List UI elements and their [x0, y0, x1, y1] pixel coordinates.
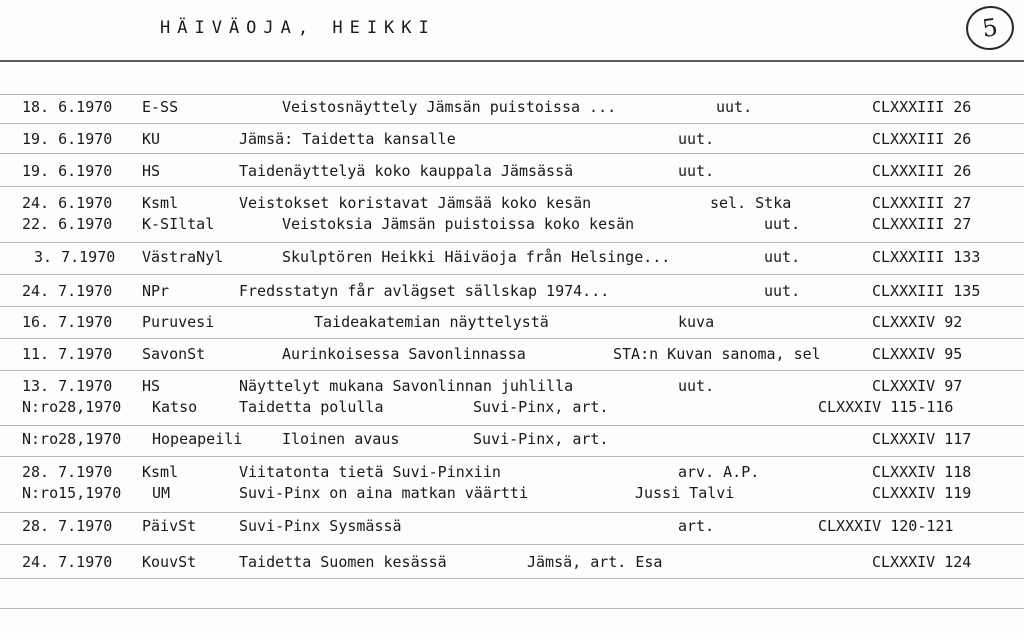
entry-title: Suvi-Pinx on aina matkan väärtti: [239, 484, 528, 502]
ruled-line: [0, 425, 1024, 426]
header-divider: [0, 60, 1024, 62]
entry-note: STA:n Kuvan sanoma, sel: [613, 345, 821, 363]
entry-note: Jussi Talvi: [635, 484, 735, 502]
ruled-line: [0, 370, 1024, 371]
entry-title: Viitatonta tietä Suvi-Pinxiin: [239, 463, 501, 481]
entry-date: 16. 7.1970: [22, 313, 113, 331]
entry-date: 3. 7.1970: [34, 248, 116, 266]
entry-note: uut.: [678, 377, 715, 395]
entry-title: Taidetta Suomen kesässä: [239, 553, 447, 571]
entry-note: art.: [678, 517, 715, 535]
entry-source: K-SIltal: [142, 215, 215, 233]
entry-date: N:ro28,1970: [22, 430, 122, 448]
entry-ref: CLXXXIV 92: [872, 313, 963, 331]
entry-source: Hopeapeili: [152, 430, 243, 448]
entry-ref: CLXXXIV 119: [872, 484, 972, 502]
entry-source: SavonSt: [142, 345, 206, 363]
entry-title: Näyttelyt mukana Savonlinnan juhlilla: [239, 377, 574, 395]
entry-note: arv. A.P.: [678, 463, 760, 481]
entry-date: 24. 7.1970: [22, 553, 113, 571]
entry-source: UM: [152, 484, 171, 502]
entry-ref: CLXXXIV 124: [872, 553, 972, 571]
entry-title: Veistoksia Jämsän puistoissa koko kesän: [282, 215, 635, 233]
entry-note: kuva: [678, 313, 715, 331]
ruled-line: [0, 338, 1024, 339]
card-number-circle: 5: [963, 3, 1017, 53]
entry-title: Suvi-Pinx Sysmässä: [239, 517, 402, 535]
entry-ref: CLXXXIV 117: [872, 430, 972, 448]
entry-note: uut.: [678, 162, 715, 180]
entry-source: KU: [142, 130, 161, 148]
entry-title: Aurinkoisessa Savonlinnassa: [282, 345, 526, 363]
entry-ref: CLXXXIV 97: [872, 377, 963, 395]
entry-note: Jämsä, art. Esa: [527, 553, 663, 571]
entry-title: Fredsstatyn får avlägset sällskap 1974...: [239, 282, 610, 300]
entry-date: 13. 7.1970: [22, 377, 113, 395]
ruled-line: [0, 578, 1024, 579]
card-title: HÄIVÄOJA, HEIKKI: [160, 18, 436, 38]
entry-source: Katso: [152, 398, 198, 416]
entry-ref: CLXXXIII 27: [872, 194, 972, 212]
entry-title: Taidetta polulla: [239, 398, 384, 416]
entry-note: uut.: [678, 130, 715, 148]
entry-source: NPr: [142, 282, 170, 300]
entry-note: uut.: [764, 282, 801, 300]
entry-date: 28. 7.1970: [22, 463, 113, 481]
ruled-line: [0, 512, 1024, 513]
entry-date: N:ro28,1970: [22, 398, 122, 416]
entry-note: uut.: [716, 98, 753, 116]
ruled-line: [0, 94, 1024, 95]
entry-title: Taideakatemian näyttelystä: [314, 313, 549, 331]
entry-ref: CLXXXIV 118: [872, 463, 972, 481]
entry-source: Ksml: [142, 194, 179, 212]
entry-source: E-SS: [142, 98, 179, 116]
entry-note: uut.: [764, 248, 801, 266]
ruled-line: [0, 456, 1024, 457]
entry-ref: CLXXXIII 26: [872, 130, 972, 148]
ruled-line: [0, 242, 1024, 243]
entry-date: 28. 7.1970: [22, 517, 113, 535]
ruled-line: [0, 274, 1024, 275]
entry-source: KouvSt: [142, 553, 197, 571]
ruled-line: [0, 153, 1024, 154]
entry-ref: CLXXXIII 27: [872, 215, 972, 233]
entry-note: sel. Stka: [710, 194, 792, 212]
entry-source: HS: [142, 162, 161, 180]
entry-title: Iloinen avaus: [282, 430, 400, 448]
entry-date: 22. 6.1970: [22, 215, 113, 233]
ruled-line: [0, 306, 1024, 307]
entry-note: Suvi-Pinx, art.: [473, 398, 609, 416]
entry-source: Ksml: [142, 463, 179, 481]
entry-date: N:ro15,1970: [22, 484, 122, 502]
entry-ref: CLXXXIV 115-116: [818, 398, 954, 416]
entry-date: 19. 6.1970: [22, 162, 113, 180]
entry-source: VästraNyl: [142, 248, 224, 266]
entry-note: uut.: [764, 215, 801, 233]
entry-title: Veistosnäyttely Jämsän puistoissa ...: [282, 98, 617, 116]
ruled-line: [0, 186, 1024, 187]
entry-date: 19. 6.1970: [22, 130, 113, 148]
entry-ref: CLXXXIII 135: [872, 282, 981, 300]
entry-ref: CLXXXIV 120-121: [818, 517, 954, 535]
ruled-line: [0, 123, 1024, 124]
entry-date: 24. 6.1970: [22, 194, 113, 212]
entry-ref: CLXXXIII 133: [872, 248, 981, 266]
ruled-line: [0, 608, 1024, 609]
entry-date: 18. 6.1970: [22, 98, 113, 116]
entry-date: 11. 7.1970: [22, 345, 113, 363]
entry-source: Puruvesi: [142, 313, 215, 331]
entry-ref: CLXXXIV 95: [872, 345, 963, 363]
entry-note: Suvi-Pinx, art.: [473, 430, 609, 448]
entry-ref: CLXXXIII 26: [872, 98, 972, 116]
entry-title: Taidenäyttelyä koko kauppala Jämsässä: [239, 162, 574, 180]
entry-source: HS: [142, 377, 161, 395]
entry-title: Jämsä: Taidetta kansalle: [239, 130, 456, 148]
entry-title: Veistokset koristavat Jämsää koko kesän: [239, 194, 592, 212]
entry-ref: CLXXXIII 26: [872, 162, 972, 180]
entry-title: Skulptören Heikki Häiväoja från Helsinge...: [282, 248, 671, 266]
ruled-line: [0, 544, 1024, 545]
entry-date: 24. 7.1970: [22, 282, 113, 300]
entry-source: PäivSt: [142, 517, 197, 535]
